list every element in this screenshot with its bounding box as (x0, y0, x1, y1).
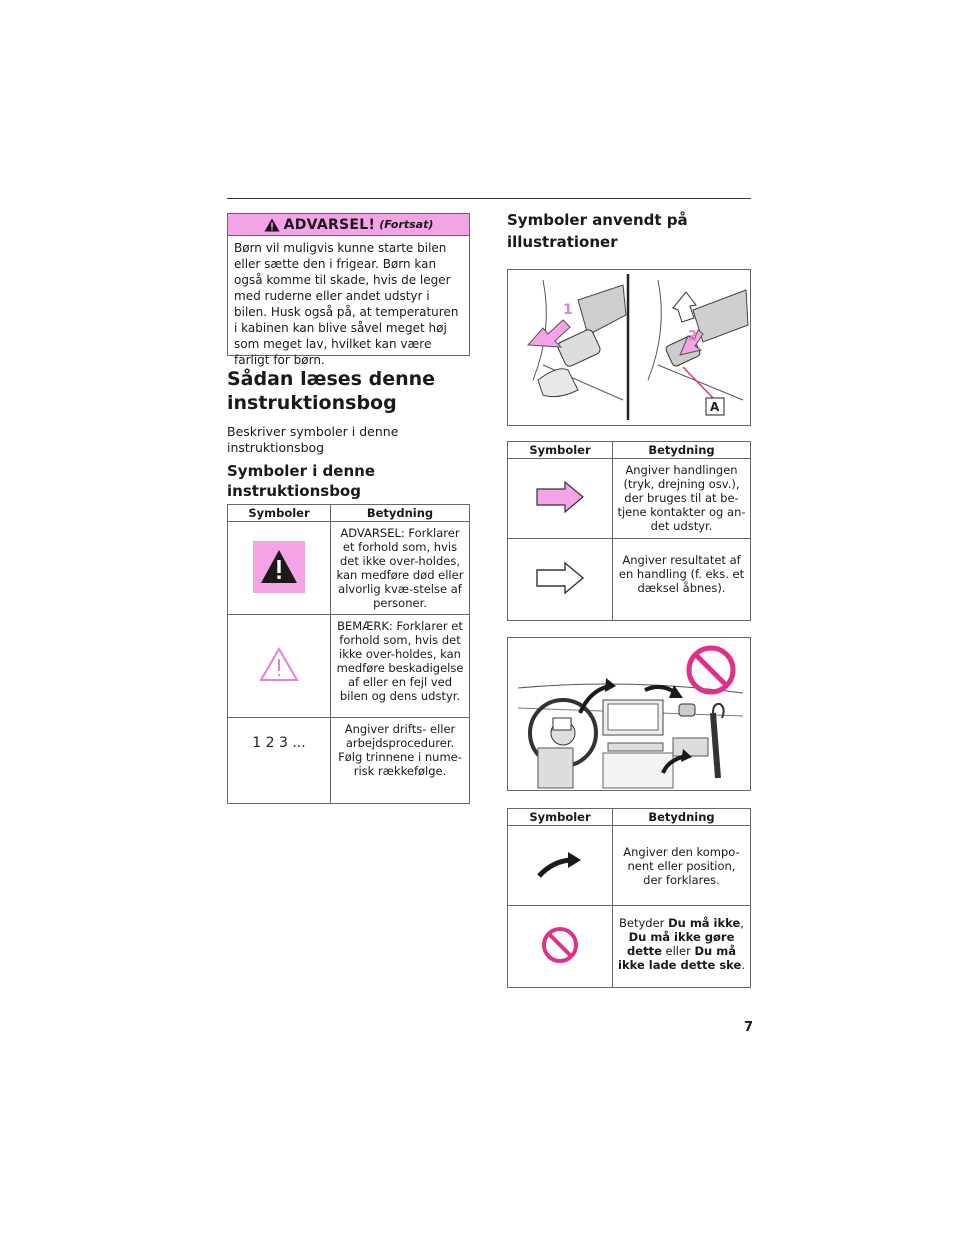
table-row (508, 826, 751, 906)
curved-pointer-arrow-icon (535, 849, 585, 879)
col-symbol: Symboler (508, 809, 613, 826)
step-numbers-icon: 1 2 3 ... (252, 735, 306, 751)
warning-triangle-filled-icon (253, 541, 305, 593)
outline-arrow-icon (535, 561, 585, 595)
table-row (508, 539, 751, 621)
warning-continued: (Fortsat) (379, 218, 434, 231)
row-meaning: Angiver resultatet af en handling (f. eks. et dæksel åbnes). (613, 539, 751, 621)
page-number: 7 (744, 1020, 754, 1035)
illustration-symbols-table (507, 441, 751, 621)
section-intro: Beskriver symboler i denne instruktionsbog (227, 424, 399, 455)
warning-triangle-outline-icon (258, 646, 300, 684)
table-row (228, 522, 470, 615)
col-meaning: Betydning (613, 809, 751, 826)
col-symbol: Symboler (508, 442, 613, 459)
dashboard-illustration (507, 637, 751, 791)
seatbelt-illustration (507, 269, 751, 426)
pink-arrow-icon (535, 480, 585, 514)
col-meaning: Betydning (613, 442, 751, 459)
table-row (508, 459, 751, 539)
warning-box (227, 213, 470, 367)
col-meaning: Betydning (331, 505, 470, 522)
illustration-symbols-table-2 (507, 808, 751, 988)
warning-header (228, 214, 469, 236)
seatbelt-drawing (508, 270, 750, 425)
label-1: 1 (563, 302, 573, 318)
section-title: Sådan læses denne instruktionsbog (227, 368, 436, 414)
row-meaning: Betyder Du må ikke, Du må ikke gøre dette eller Du må ikke lade dette ske. (613, 906, 751, 988)
table-row (228, 615, 470, 718)
warning-title: ADVARSEL! (283, 216, 376, 233)
warning-icon (264, 218, 280, 232)
col-symbol: Symboler (228, 505, 331, 522)
row-meaning: Angiver drifts- eller arbejdsprocedurer. Følg trinnene i nume-risk rækkefølge. (331, 718, 470, 804)
top-rule (227, 198, 751, 199)
prohibited-icon (540, 925, 580, 965)
table-row (228, 718, 470, 804)
dashboard-drawing (508, 638, 750, 790)
row-meaning: Angiver den kompo-nent eller position, der forklares. (613, 826, 751, 906)
table-row (508, 906, 751, 988)
row-meaning: ADVARSEL: Forklarer et forhold som, hvis det ikke over-holdes, kan medføre død eller alvorlig kvæ-stelse af personer. (331, 522, 470, 615)
right-section-heading: Symboler anvendt på illustrationer (507, 211, 688, 251)
row-meaning: Angiver handlingen (tryk, drejning osv.), der bruges til at be-tjene kontakter og an-det udstyr. (613, 459, 751, 539)
label-2: 2 (688, 329, 698, 344)
label-a: A (710, 400, 720, 414)
left-table-heading: Symboler i denne instruktionsbog (227, 462, 375, 500)
row-meaning: BEMÆRK: Forklarer et forhold som, hvis det ikke over-holdes, kan medføre beskadigelse af eller en fejl ved bilen og dens udstyr. (331, 615, 470, 718)
symbols-table (227, 504, 470, 804)
warning-body: Børn vil muligvis kunne starte bilen eller sætte den i frigear. Børn kan også komme til skade, hvis de leger med ruderne eller andet udstyr i bilen. Husk også på, at temperaturen i kabinen kan blive såvel meget høj som meget lav, hvilket kan være farligt for børn. (234, 241, 459, 367)
